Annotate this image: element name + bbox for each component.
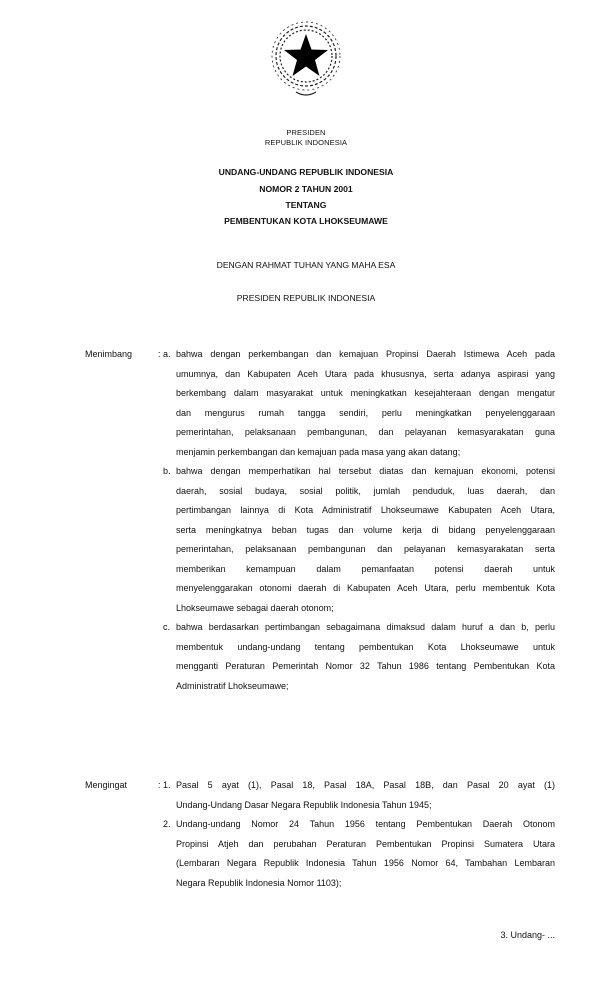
menimbang-clause-line: umumnya, dan Kabupaten Aceh Utara pada khususnya, serta adanya aspirasi yang: [176, 368, 555, 379]
menimbang-item-marker: b.: [163, 466, 171, 476]
authority: PRESIDEN REPUBLIK INDONESIA: [236, 293, 376, 303]
menimbang-item-marker: c.: [163, 622, 171, 632]
menimbang-clause-line: daerah, sosial budaya, sosial politik, jumlah penduduk, luas daerah, dan: [176, 485, 555, 496]
menimbang-clause-line: membentuk undang-undang tentang pembentukan Kota Lhokseumawe untuk: [176, 641, 555, 652]
mengingat-item-marker: 2.: [163, 819, 171, 829]
menimbang-clause-line: bahwa berdasarkan pertimbangan sebagaimana dimaksud dalam huruf a dan b, perlu: [176, 622, 555, 632]
menimbang-clause-line: pemerintahan, pelaksanaan pembangunan, dan pelayanan kemasyarakatan guna: [176, 427, 555, 437]
emblem-caption-1: PRESIDEN: [286, 128, 326, 137]
doc-title-1: UNDANG-UNDANG REPUBLIK INDONESIA: [218, 167, 394, 177]
menimbang-clause-line: berkembang dalam masyarakat untuk meningkatkan kesejahteraan dengan mengatur: [176, 388, 555, 398]
menimbang-clause-line: serta meningkatnya beban tugas dan volume kerja di bidang penyelenggaraan: [176, 524, 555, 535]
mengingat-clause-line: Pasal 5 ayat (1), Pasal 18, Pasal 18A, Pasal 18B, dan Pasal 20 ayat (1): [176, 780, 555, 790]
menimbang-clause-line: mengganti Peraturan Pemerintah Nomor 32 Tahun 1986 tentang Pembentukan Kota: [176, 661, 555, 671]
menimbang-clause-line: pemerintahan, pelaksanaan pembangunan dan pelayanan kemasyarakatan serta: [176, 544, 555, 554]
menimbang-clause-line: menjamin perkembangan dan kemajuan pada masa yang akan datang;: [176, 446, 461, 457]
invocation: DENGAN RAHMAT TUHAN YANG MAHA ESA: [216, 260, 396, 270]
doc-title-4: PEMBENTUKAN KOTA LHOKSEUMAWE: [224, 216, 388, 226]
menimbang-clause-line: Administratif Lhokseumawe;: [176, 680, 289, 691]
menimbang-clause-line: Lhokseumawe sebagai daerah otonom;: [176, 602, 334, 613]
mengingat-clause-line: Propinsi Atjeh dan perubahan Peraturan Pembentukan Propinsi Sumatera Utara: [176, 838, 555, 849]
menimbang-clause-line: memberikan kemampuan dalam pemanfaatan potensi daerah untuk: [176, 563, 555, 574]
garuda-emblem-icon: [266, 14, 346, 104]
mengingat-clause-line: Undang-undang Nomor 24 Tahun 1956 tentang Pembentukan Daerah Otonom: [176, 819, 555, 829]
menimbang-label: Menimbang: [85, 349, 133, 359]
mengingat-colon: :: [158, 780, 161, 790]
menimbang-clause-line: bahwa dengan memperhatikan hal tersebut diatas dan kemajuan ekonomi, potensi: [176, 466, 555, 476]
mengingat-label: Mengingat: [85, 780, 128, 790]
menimbang-clause-line: bahwa dengan perkembangan dan kemajuan Propinsi Daerah Istimewa Aceh pada: [176, 349, 555, 359]
menimbang-clause-line: pertimbangan lainnya di Kota Administratif Lhokseumawe Kabupaten Aceh Utara,: [176, 505, 555, 515]
mengingat-clause-line: Undang-Undang Dasar Negara Republik Indonesia Tahun 1945;: [176, 799, 432, 810]
doc-title-2: NOMOR 2 TAHUN 2001: [259, 184, 353, 194]
menimbang-colon: :: [158, 349, 161, 359]
emblem-caption-2: REPUBLIK INDONESIA: [264, 138, 348, 147]
menimbang-clause-line: dan mengurus rumah tangga sendiri, perlu meningkatkan penyelenggaraan: [176, 407, 555, 418]
menimbang-clause-line: menyelenggarakan otonomi daerah di Kabupaten Aceh Utara, perlu membentuk Kota: [176, 583, 555, 593]
page-continuation: 3. Undang- ...: [500, 930, 555, 940]
menimbang-item-marker: a.: [163, 349, 171, 359]
mengingat-clause-line: Negara Republik Indonesia Nomor 1103);: [176, 877, 342, 888]
mengingat-clause-line: (Lembaran Negara Republik Indonesia Tahun 1956 Nomor 64, Tambahan Lembaran: [176, 858, 555, 868]
doc-title-3: TENTANG: [285, 200, 327, 210]
mengingat-item-marker: 1.: [163, 780, 171, 790]
